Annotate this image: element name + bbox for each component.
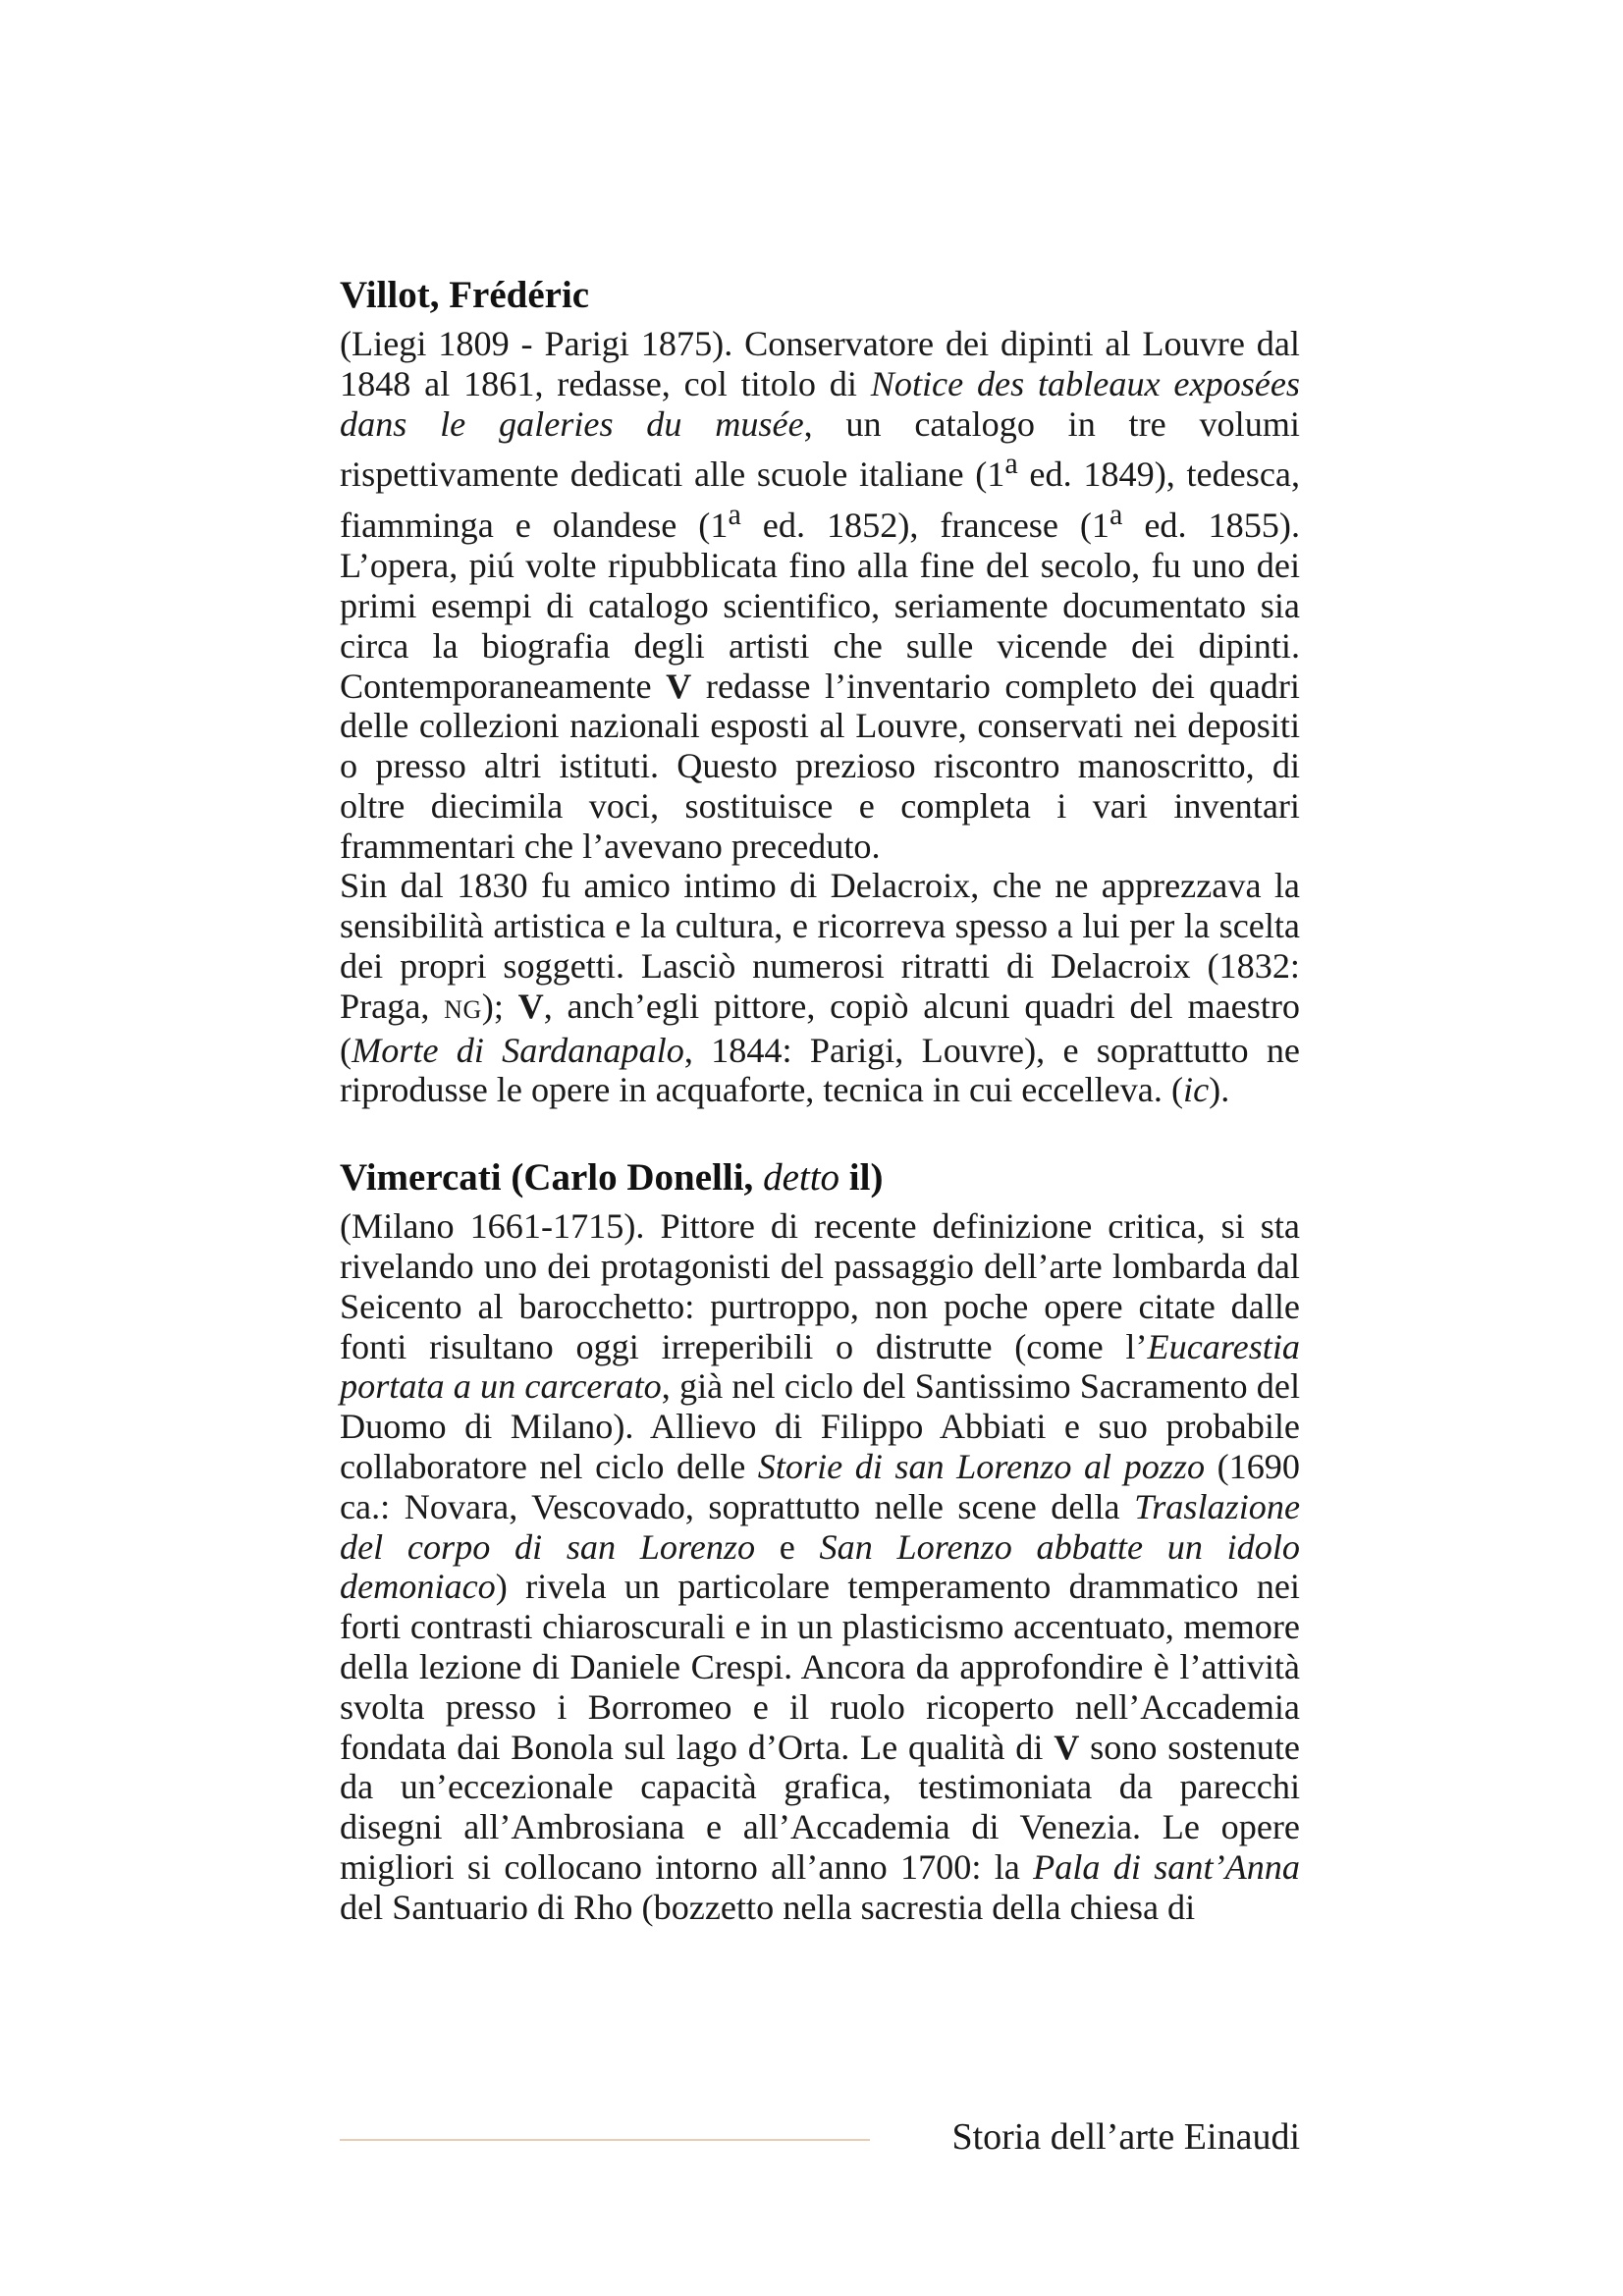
entry-heading [340, 1153, 1300, 1202]
bold-text: V [1054, 1727, 1080, 1767]
text-run: del Santuario di Rho (bozzetto nella sacrestia della chiesa di [340, 1887, 1196, 1927]
italic-text: Morte di Sardanapalo [352, 1030, 684, 1070]
entry-heading: Villot, Frédéric [340, 274, 590, 316]
text-run: Vimercati (Carlo Donelli, [340, 1156, 764, 1200]
text-run: (1690 ca.: Novara, Vescovado, soprattutto nelle scene della [340, 1447, 1300, 1526]
text-run: sono sostenute da un’eccezionale capacità grafica, testimoniata da parecchi disegni all’Ambrosiana e all’Accademia di Venezia. Le opere migliori si collocano intorno all’anno 1700: la [340, 1727, 1300, 1888]
text-run: (Milano 1661-1715). Pittore di recente definizione critica, si sta rivelando uno dei protagonisti del passaggio dell’arte lombarda dal Seicento al barocchetto: purtroppo, non poche opere citate dalle fonti risultano oggi irreperibili o distrutte (come l’ [340, 1206, 1300, 1366]
text-run: Sin dal 1830 fu amico intimo di Delacroix, che ne apprezzava la sensibilità artistica e la cultura, e ricorreva spesso a lui per la scelta dei propri soggetti. Lasciò numerosi ritratti di Delacroix (1832: Praga, [340, 866, 1300, 1026]
text-run: ) rivela un particolare temperamento drammatico nei forti contrasti chiaroscurali e in un plasticismo accentuato, memore della lezione di Daniele Crespi. Ancora da approfondire è l’attività svolta presso i Borromeo e il ruolo ricoperto nell’Accademia fondata dai Bonola sul lago d’Orta. Le qualità di [340, 1567, 1300, 1767]
text-run: ). [1209, 1070, 1230, 1110]
italic-text: Notice des tableaux exposées dans le galeries du musée [340, 363, 1300, 444]
italic-text: San Lorenzo abbatte un idolo demoniaco [340, 1526, 1300, 1607]
text-run: ); [481, 986, 518, 1026]
page-body [340, 271, 1300, 1928]
entry-vimercati [340, 1153, 1300, 1927]
text-run: (Liegi 1809 - Parigi 1875). Conservatore dei dipinti al Louvre dal 1848 al 1861, redasse, col titolo di [340, 324, 1300, 403]
text-run: ed. 1852), francese (1 [740, 506, 1110, 546]
publication-title: Storia dell’arte Einaudi [951, 2116, 1300, 2158]
bold-text: V [666, 666, 692, 706]
small-caps-text: NG [444, 994, 482, 1024]
italic-text: Storie di san Lorenzo al pozzo [757, 1447, 1206, 1487]
text-run: , 1844: Parigi, Louvre), e soprattutto ne riprodusse le opere in acquaforte, tecnica in cui eccelleva. ( [340, 1030, 1300, 1110]
superscript: a [1004, 447, 1018, 481]
paragraph [340, 1206, 1300, 1927]
text-run: , anch’egli pittore, copiò alcuni quadri del maestro ( [340, 986, 1300, 1070]
text-run: , già nel ciclo del Santissimo Sacramento del Duomo di Milano). Allievo di Filippo Abbiati e suo probabile collaboratore nel ciclo delle [340, 1366, 1301, 1487]
bold-text: V [517, 986, 544, 1026]
text-run: , un catalogo in tre volumi rispettivamente dedicati alle scuole italiane (1 [340, 403, 1300, 495]
italic-text: Pala di sant’Anna [1033, 1847, 1300, 1888]
text-run: ed. 1849), tedesca, fiamminga e olandese (1 [340, 454, 1301, 546]
text-run: e [755, 1526, 820, 1567]
italic-text: Traslazione del corpo di san Lorenzo [340, 1486, 1300, 1567]
text-run: il) [839, 1156, 884, 1200]
superscript: a [728, 498, 741, 532]
italic-text: detto [763, 1156, 840, 1200]
italic-text: Eucarestia portata a un carcerato [340, 1326, 1300, 1407]
paragraph [340, 324, 1300, 866]
page-footer [340, 2112, 1300, 2162]
entry-villot [340, 271, 1300, 1110]
text-run: ed. 1855). L’opera, piú volte ripubblicata fino alla fine del secolo, fu uno dei primi esempi di catalogo scientifico, seriamente documentato sia circa la biografia degli artisti che sulle vicende dei dipinti. Contemporaneamente [340, 506, 1300, 706]
footer-divider [340, 2139, 870, 2141]
paragraph [340, 866, 1300, 1110]
entry-text [340, 1206, 1300, 1927]
text-run: redasse l’inventario completo dei quadri delle collezioni nazionali esposti al Louvre, conservati nei depositi o presso altri istituti. Questo prezioso riscontro manoscritto, di oltre diecimila voci, sostituisce e completa i vari inventari frammentari che l’avevano preceduto. [340, 666, 1300, 866]
italic-text: ic [1183, 1070, 1210, 1110]
superscript: a [1109, 498, 1123, 532]
entry-text [340, 324, 1300, 1110]
